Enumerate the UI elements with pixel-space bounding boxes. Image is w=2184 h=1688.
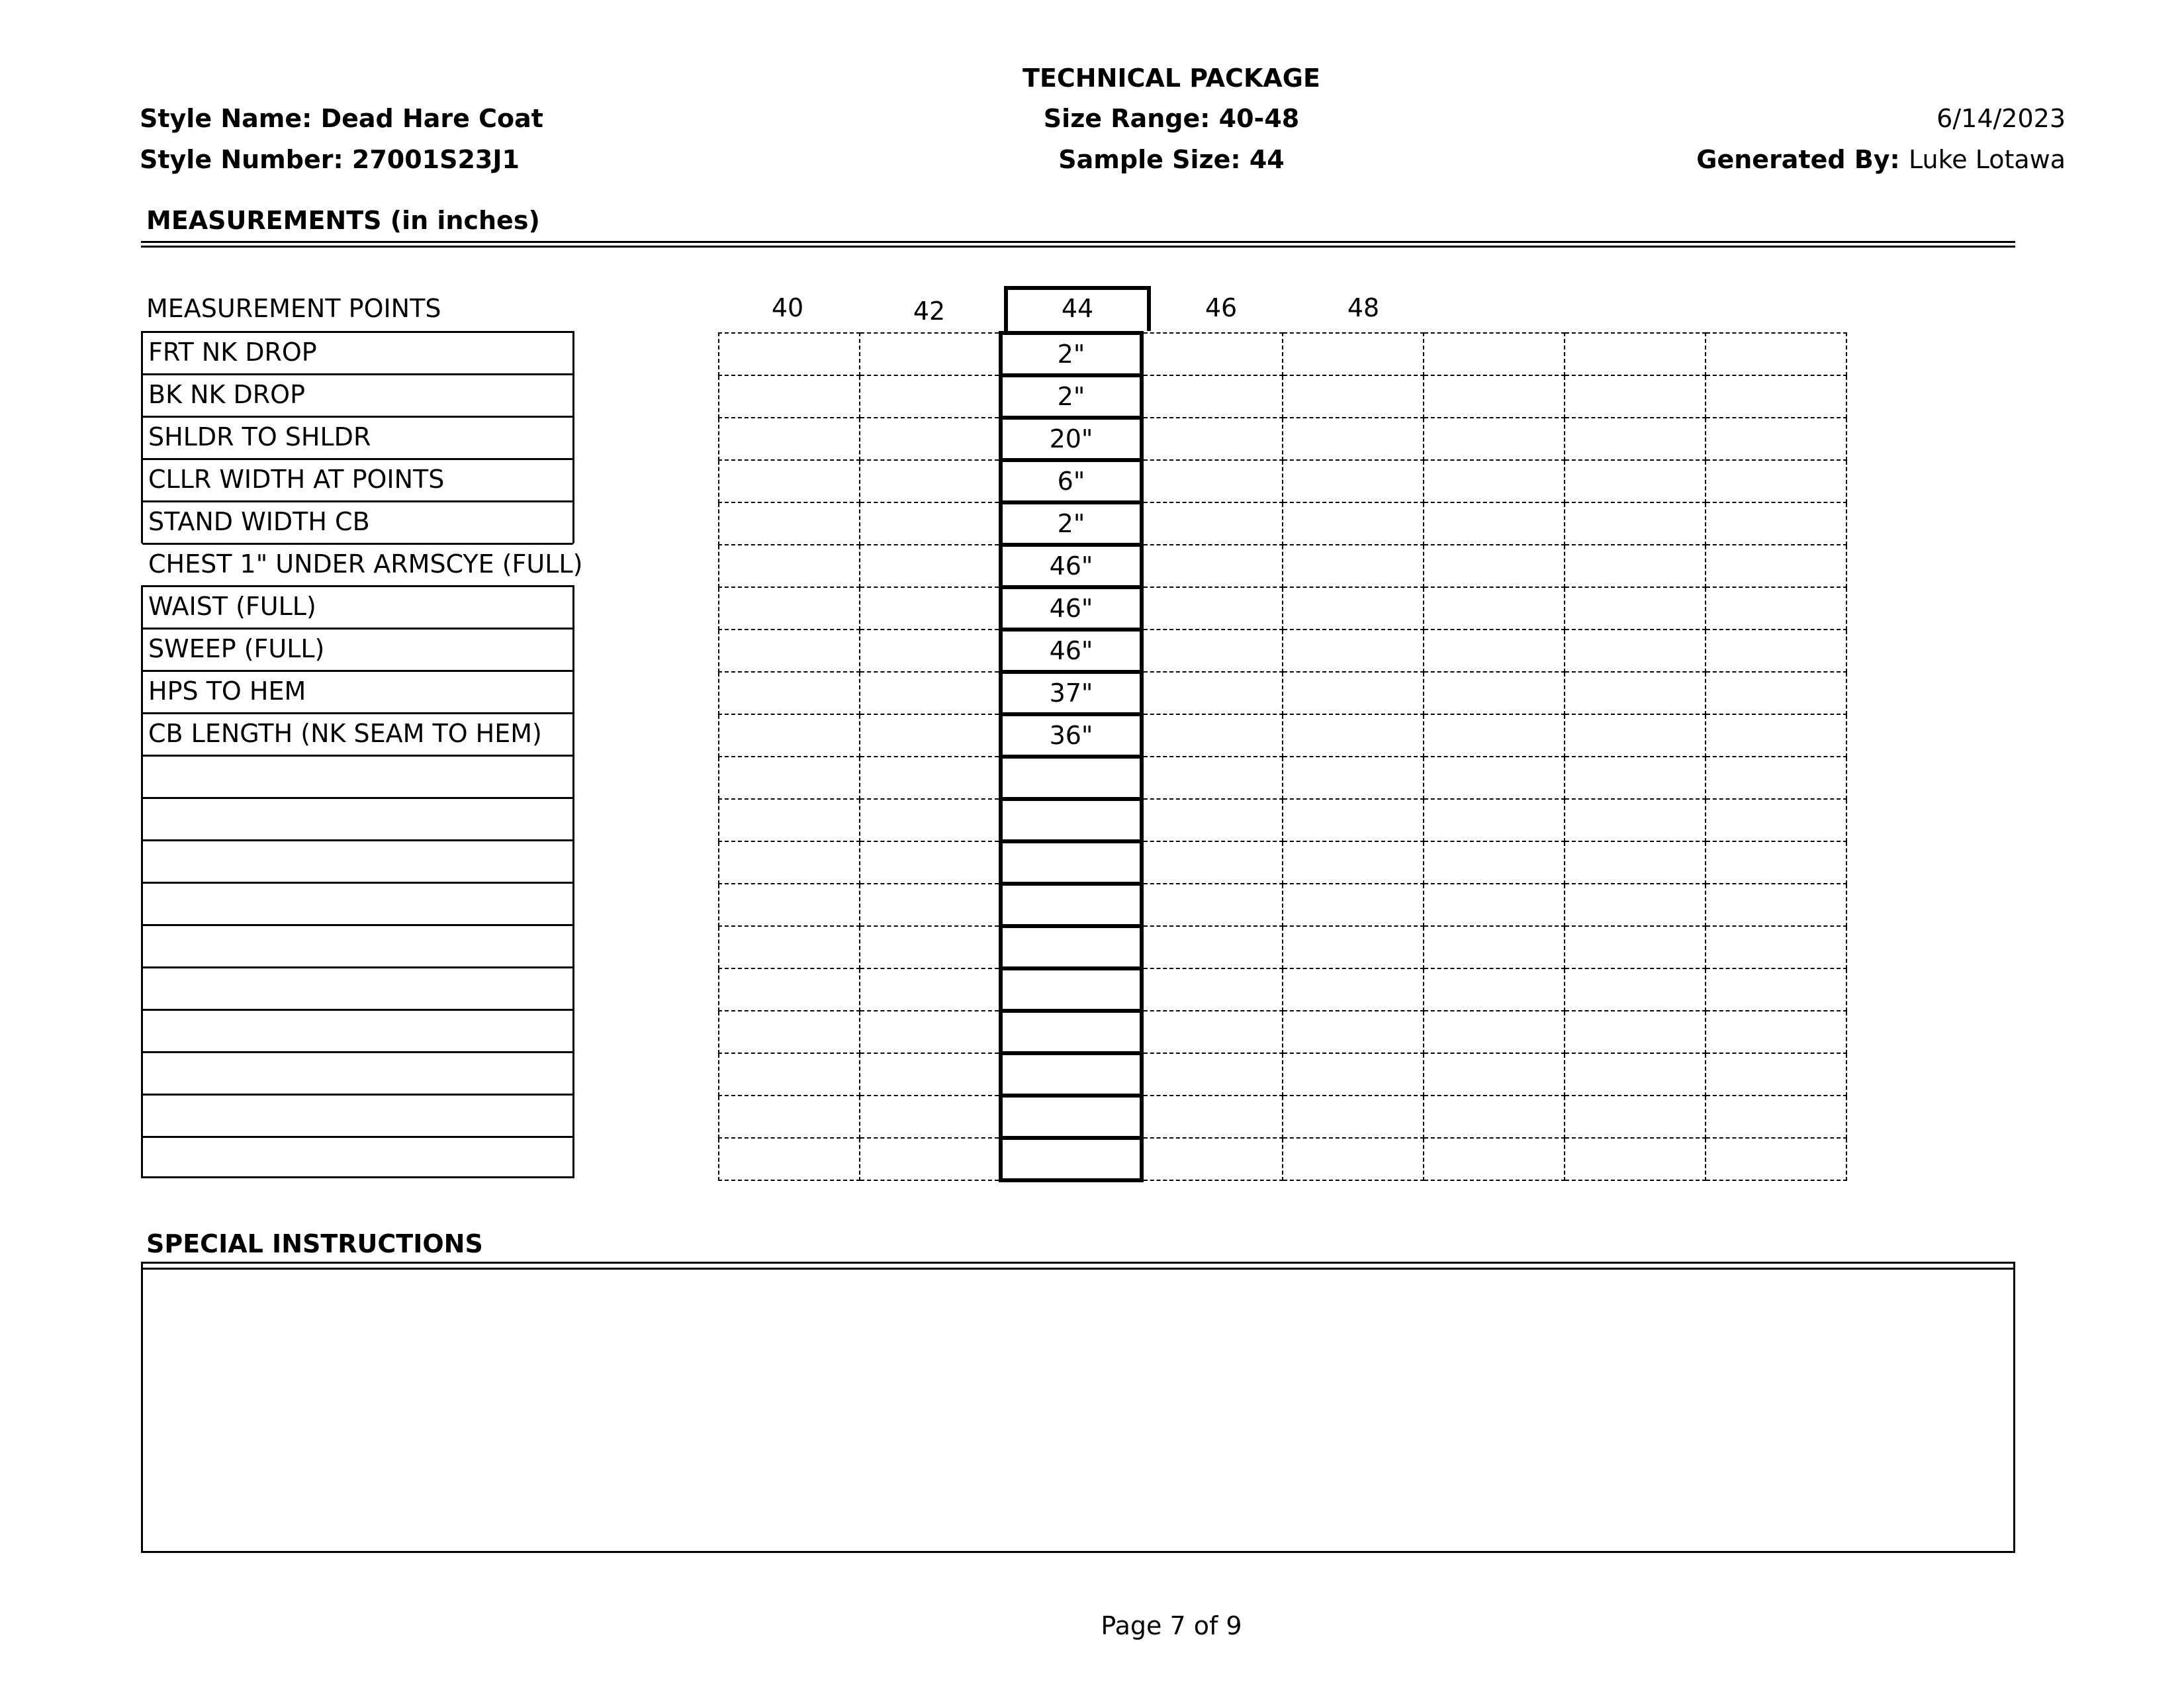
size-grid-cell[interactable] xyxy=(719,1096,860,1138)
generated-by-value: Luke Lotawa xyxy=(1909,145,2066,174)
document-title: TECHNICAL PACKAGE xyxy=(1023,64,1320,93)
sample-size-cell[interactable]: 46" xyxy=(1001,545,1142,587)
size-grid-cell[interactable] xyxy=(860,375,1001,418)
size-grid-cell[interactable] xyxy=(719,968,860,1011)
sample-size: Sample Size: 44 xyxy=(1058,145,1285,174)
size-grid-cell[interactable] xyxy=(1424,1053,1565,1096)
size-grid-cell[interactable] xyxy=(1424,1096,1565,1138)
size-grid-cell[interactable] xyxy=(1706,630,1846,672)
measurement-point-row[interactable] xyxy=(141,839,574,882)
generated-by xyxy=(1522,144,2066,175)
size-grid-cell[interactable] xyxy=(860,799,1001,841)
size-grid-cell[interactable] xyxy=(1142,587,1283,630)
size-grid-cell[interactable] xyxy=(1424,926,1565,968)
special-instructions-box[interactable] xyxy=(141,1262,2015,1553)
size-grid-cell[interactable] xyxy=(860,418,1001,460)
size-grid-row xyxy=(719,1011,1846,1053)
size-grid-cell[interactable] xyxy=(1706,502,1846,545)
size-grid-cell[interactable] xyxy=(1142,841,1283,884)
size-grid-cell[interactable] xyxy=(1142,460,1283,502)
size-grid-cell[interactable] xyxy=(860,1053,1001,1096)
size-grid-cell[interactable] xyxy=(1424,460,1565,502)
size-grid-cell[interactable] xyxy=(1424,333,1565,375)
page-number: Page 7 of 9 xyxy=(1101,1611,1242,1640)
sample-size-cell[interactable] xyxy=(1001,968,1142,1011)
size-grid-cell[interactable] xyxy=(1142,630,1283,672)
measurement-point-row[interactable] xyxy=(141,1051,574,1094)
size-grid-cell[interactable] xyxy=(719,841,860,884)
size-grid-cell[interactable] xyxy=(860,841,1001,884)
size-grid-cell[interactable] xyxy=(1424,884,1565,926)
size-grid xyxy=(718,331,1847,1182)
measurement-point-row[interactable] xyxy=(141,1009,574,1051)
size-grid-cell[interactable] xyxy=(1565,672,1706,714)
size-grid-cell[interactable] xyxy=(1283,502,1424,545)
size-grid-cell[interactable] xyxy=(860,968,1001,1011)
size-grid-row xyxy=(719,630,1846,672)
size-grid-cell[interactable] xyxy=(1283,545,1424,587)
size-grid-cell[interactable] xyxy=(1565,418,1706,460)
size-grid-cell[interactable] xyxy=(1706,714,1846,757)
size-grid-cell[interactable] xyxy=(1565,926,1706,968)
size-grid-cell[interactable] xyxy=(1142,375,1283,418)
size-grid-cell[interactable] xyxy=(719,587,860,630)
size-grid-cell[interactable] xyxy=(1706,926,1846,968)
size-grid-cell[interactable] xyxy=(1565,841,1706,884)
size-grid-cell[interactable] xyxy=(1565,375,1706,418)
size-grid-cell[interactable] xyxy=(1706,841,1846,884)
measurement-point-row[interactable]: FRT NK DROP xyxy=(141,331,574,373)
size-grid-cell[interactable] xyxy=(1142,672,1283,714)
sample-size-cell[interactable]: 2" xyxy=(1001,502,1142,545)
size-grid-cell[interactable] xyxy=(1424,672,1565,714)
size-grid-cell[interactable] xyxy=(1565,884,1706,926)
size-grid-cell[interactable] xyxy=(1424,1138,1565,1180)
size-grid-row xyxy=(719,968,1846,1011)
sample-size-cell[interactable] xyxy=(1001,926,1142,968)
size-grid-cell[interactable] xyxy=(719,460,860,502)
size-grid-cell[interactable] xyxy=(1142,1096,1283,1138)
size-grid-cell[interactable] xyxy=(719,375,860,418)
size-grid-cell[interactable] xyxy=(1706,587,1846,630)
size-grid-cell[interactable] xyxy=(1706,460,1846,502)
size-grid-cell[interactable] xyxy=(719,418,860,460)
size-grid-cell[interactable] xyxy=(1565,968,1706,1011)
size-grid-cell[interactable] xyxy=(1283,630,1424,672)
size-grid-cell[interactable] xyxy=(1283,418,1424,460)
size-grid-cell[interactable] xyxy=(1283,841,1424,884)
size-grid-row xyxy=(719,841,1846,884)
measurement-points-header: MEASUREMENT POINTS xyxy=(146,294,441,323)
size-grid-cell[interactable] xyxy=(1424,545,1565,587)
size-grid-cell[interactable] xyxy=(1283,757,1424,799)
size-grid-cell[interactable] xyxy=(1565,630,1706,672)
measurements-section-title: MEASUREMENTS (in inches) xyxy=(146,206,540,235)
size-grid-cell[interactable] xyxy=(719,333,860,375)
special-instructions-title: SPECIAL INSTRUCTIONS xyxy=(146,1229,483,1258)
size-grid-cell[interactable] xyxy=(1142,333,1283,375)
size-grid-cell[interactable] xyxy=(1142,1053,1283,1096)
size-grid-cell[interactable] xyxy=(1424,968,1565,1011)
size-grid-cell[interactable] xyxy=(860,460,1001,502)
size-grid-cell[interactable] xyxy=(1142,1011,1283,1053)
size-grid-row xyxy=(719,1138,1846,1180)
size-grid-cell[interactable] xyxy=(1283,1011,1424,1053)
sample-size-cell[interactable]: 46" xyxy=(1001,630,1142,672)
size-grid-cell[interactable] xyxy=(860,1096,1001,1138)
size-header-46: 46 xyxy=(1205,293,1238,322)
measurement-point-row[interactable] xyxy=(141,1094,574,1136)
size-grid-cell[interactable] xyxy=(1424,799,1565,841)
sample-size-cell[interactable]: 2" xyxy=(1001,333,1142,375)
size-grid-row xyxy=(719,460,1846,502)
size-grid-cell[interactable] xyxy=(1565,460,1706,502)
size-grid-cell[interactable] xyxy=(1565,1138,1706,1180)
style-number: Style Number: 27001S23J1 xyxy=(140,145,520,174)
size-grid-cell[interactable] xyxy=(1706,799,1846,841)
size-header-48: 48 xyxy=(1347,293,1380,322)
size-grid-row xyxy=(719,333,1846,375)
size-grid-cell[interactable] xyxy=(1424,375,1565,418)
measurement-point-row[interactable] xyxy=(141,1136,574,1178)
size-grid-cell[interactable] xyxy=(860,545,1001,587)
size-grid-cell[interactable] xyxy=(1424,502,1565,545)
sample-size-cell[interactable]: 46" xyxy=(1001,587,1142,630)
size-grid-cell[interactable] xyxy=(719,884,860,926)
size-grid-cell[interactable] xyxy=(719,926,860,968)
size-grid-cell[interactable] xyxy=(719,1053,860,1096)
size-grid-row xyxy=(719,375,1846,418)
size-grid-cell[interactable] xyxy=(860,714,1001,757)
size-grid-cell[interactable] xyxy=(1283,1053,1424,1096)
size-grid-row xyxy=(719,672,1846,714)
sample-size-cell[interactable] xyxy=(1001,884,1142,926)
size-grid-cell[interactable] xyxy=(860,333,1001,375)
size-grid-cell[interactable] xyxy=(1706,884,1846,926)
size-grid-cell[interactable] xyxy=(1565,587,1706,630)
size-grid-cell[interactable] xyxy=(1283,926,1424,968)
size-grid-cell[interactable] xyxy=(1424,714,1565,757)
size-grid-cell[interactable] xyxy=(1283,672,1424,714)
measurement-point-row[interactable] xyxy=(141,882,574,924)
measurement-point-row[interactable]: CLLR WIDTH AT POINTS xyxy=(141,458,574,500)
report-date: 6/14/2023 xyxy=(1936,104,2066,133)
measurement-point-row[interactable]: HPS TO HEM xyxy=(141,670,574,712)
size-grid-row xyxy=(719,587,1846,630)
size-grid-row xyxy=(719,926,1846,968)
size-grid-cell[interactable] xyxy=(1565,714,1706,757)
size-grid-cell[interactable] xyxy=(1283,968,1424,1011)
size-grid-cell[interactable] xyxy=(860,502,1001,545)
size-grid-cell[interactable] xyxy=(860,587,1001,630)
size-grid-row xyxy=(719,1053,1846,1096)
sample-size-cell[interactable]: 37" xyxy=(1001,672,1142,714)
size-grid-cell[interactable] xyxy=(860,757,1001,799)
size-grid-cell[interactable] xyxy=(1565,757,1706,799)
size-grid-row xyxy=(719,799,1846,841)
size-grid-cell[interactable] xyxy=(1283,799,1424,841)
size-grid-cell[interactable] xyxy=(1706,1053,1846,1096)
size-grid-cell[interactable] xyxy=(1565,1096,1706,1138)
sample-size-cell[interactable]: 20" xyxy=(1001,418,1142,460)
size-grid-cell[interactable] xyxy=(719,502,860,545)
size-grid-cell[interactable] xyxy=(1706,672,1846,714)
sample-size-cell[interactable] xyxy=(1001,1011,1142,1053)
size-grid-cell[interactable] xyxy=(1706,1096,1846,1138)
measurement-point-row[interactable]: STAND WIDTH CB xyxy=(141,500,574,543)
size-grid-cell[interactable] xyxy=(1283,333,1424,375)
size-grid-cell[interactable] xyxy=(719,545,860,587)
size-grid-cell[interactable] xyxy=(1142,926,1283,968)
size-grid-cell[interactable] xyxy=(1142,968,1283,1011)
generated-by-label: Generated By: xyxy=(1696,145,1900,174)
size-header-44-sample: 44 xyxy=(1004,286,1151,331)
size-grid-row xyxy=(719,545,1846,587)
size-grid-cell[interactable] xyxy=(719,757,860,799)
size-grid-row xyxy=(719,502,1846,545)
size-grid-cell[interactable] xyxy=(1142,1138,1283,1180)
size-grid-cell[interactable] xyxy=(1283,1096,1424,1138)
size-grid-cell[interactable] xyxy=(1142,799,1283,841)
measurement-point-row[interactable] xyxy=(141,797,574,839)
size-range: Size Range: 40-48 xyxy=(1043,104,1300,133)
size-grid-cell[interactable] xyxy=(1142,884,1283,926)
size-grid-row xyxy=(719,714,1846,757)
size-grid-cell[interactable] xyxy=(1706,545,1846,587)
size-grid-cell[interactable] xyxy=(1424,841,1565,884)
size-grid-cell[interactable] xyxy=(1142,545,1283,587)
size-grid-cell[interactable] xyxy=(719,714,860,757)
size-grid-cell[interactable] xyxy=(1283,884,1424,926)
size-grid-cell[interactable] xyxy=(1283,587,1424,630)
sample-size-cell[interactable] xyxy=(1001,841,1142,884)
size-grid-cell[interactable] xyxy=(860,926,1001,968)
style-name: Style Name: Dead Hare Coat xyxy=(140,104,543,133)
size-grid-cell[interactable] xyxy=(1283,375,1424,418)
size-grid-cell[interactable] xyxy=(860,1011,1001,1053)
size-grid-cell[interactable] xyxy=(860,630,1001,672)
size-header-42: 42 xyxy=(913,297,946,326)
size-grid-cell[interactable] xyxy=(719,799,860,841)
size-grid-cell[interactable] xyxy=(1706,1011,1846,1053)
size-grid-cell[interactable] xyxy=(1283,460,1424,502)
size-grid-cell[interactable] xyxy=(1424,587,1565,630)
size-grid-cell[interactable] xyxy=(860,1138,1001,1180)
measurement-point-row[interactable] xyxy=(141,924,574,966)
size-grid-cell[interactable] xyxy=(1424,630,1565,672)
size-grid-cell[interactable] xyxy=(1424,757,1565,799)
measurement-point-row[interactable]: BK NK DROP xyxy=(141,373,574,416)
measurement-points-list xyxy=(141,331,583,1178)
size-grid-cell[interactable] xyxy=(1142,502,1283,545)
size-grid-cell[interactable] xyxy=(1706,968,1846,1011)
sample-size-cell[interactable]: 36" xyxy=(1001,714,1142,757)
size-grid-row xyxy=(719,884,1846,926)
size-grid-cell[interactable] xyxy=(719,672,860,714)
size-grid-cell[interactable] xyxy=(1424,1011,1565,1053)
sample-size-cell[interactable] xyxy=(1001,799,1142,841)
size-grid-cell[interactable] xyxy=(1424,418,1565,460)
size-grid-cell[interactable] xyxy=(860,672,1001,714)
size-grid-row xyxy=(719,757,1846,799)
sample-size-cell[interactable]: 2" xyxy=(1001,375,1142,418)
sample-size-cell[interactable] xyxy=(1001,1138,1142,1180)
size-grid-cell[interactable] xyxy=(1142,757,1283,799)
sample-size-cell[interactable] xyxy=(1001,1053,1142,1096)
size-grid-cell[interactable] xyxy=(1706,1138,1846,1180)
size-grid-cell[interactable] xyxy=(1565,799,1706,841)
measurements-divider xyxy=(141,241,2015,248)
size-header-40: 40 xyxy=(771,293,804,322)
size-grid-row xyxy=(719,418,1846,460)
measurement-point-row[interactable]: CHEST 1" UNDER ARMSCYE (FULL) xyxy=(141,543,574,585)
size-grid-cell[interactable] xyxy=(1142,714,1283,757)
size-grid-cell[interactable] xyxy=(1706,757,1846,799)
size-grid-cell[interactable] xyxy=(1706,375,1846,418)
size-grid-cell[interactable] xyxy=(719,1011,860,1053)
size-grid-cell[interactable] xyxy=(860,884,1001,926)
size-grid-cell[interactable] xyxy=(1283,1138,1424,1180)
measurement-point-row[interactable]: WAIST (FULL) xyxy=(141,585,574,628)
size-grid-cell[interactable] xyxy=(1283,714,1424,757)
measurement-point-row[interactable] xyxy=(141,966,574,1009)
size-grid-cell[interactable] xyxy=(719,1138,860,1180)
special-instructions-rule xyxy=(143,1268,2013,1270)
measurement-point-row[interactable] xyxy=(141,755,574,797)
size-grid-cell[interactable] xyxy=(1706,418,1846,460)
size-grid-cell[interactable] xyxy=(1565,545,1706,587)
size-grid-cell[interactable] xyxy=(1565,333,1706,375)
size-grid-cell[interactable] xyxy=(719,630,860,672)
size-grid-cell[interactable] xyxy=(1142,418,1283,460)
sample-size-cell[interactable] xyxy=(1001,757,1142,799)
size-grid-row xyxy=(719,1096,1846,1138)
size-grid-cell[interactable] xyxy=(1565,1011,1706,1053)
size-grid-cell[interactable] xyxy=(1565,1053,1706,1096)
sample-size-cell[interactable] xyxy=(1001,1096,1142,1138)
size-grid-cell[interactable] xyxy=(1565,502,1706,545)
measurement-point-row[interactable]: CB LENGTH (NK SEAM TO HEM) xyxy=(141,712,574,755)
sample-size-cell[interactable]: 6" xyxy=(1001,460,1142,502)
size-grid-cell[interactable] xyxy=(1706,333,1846,375)
measurement-point-row[interactable]: SHLDR TO SHLDR xyxy=(141,416,574,458)
measurement-point-row[interactable]: SWEEP (FULL) xyxy=(141,628,574,670)
